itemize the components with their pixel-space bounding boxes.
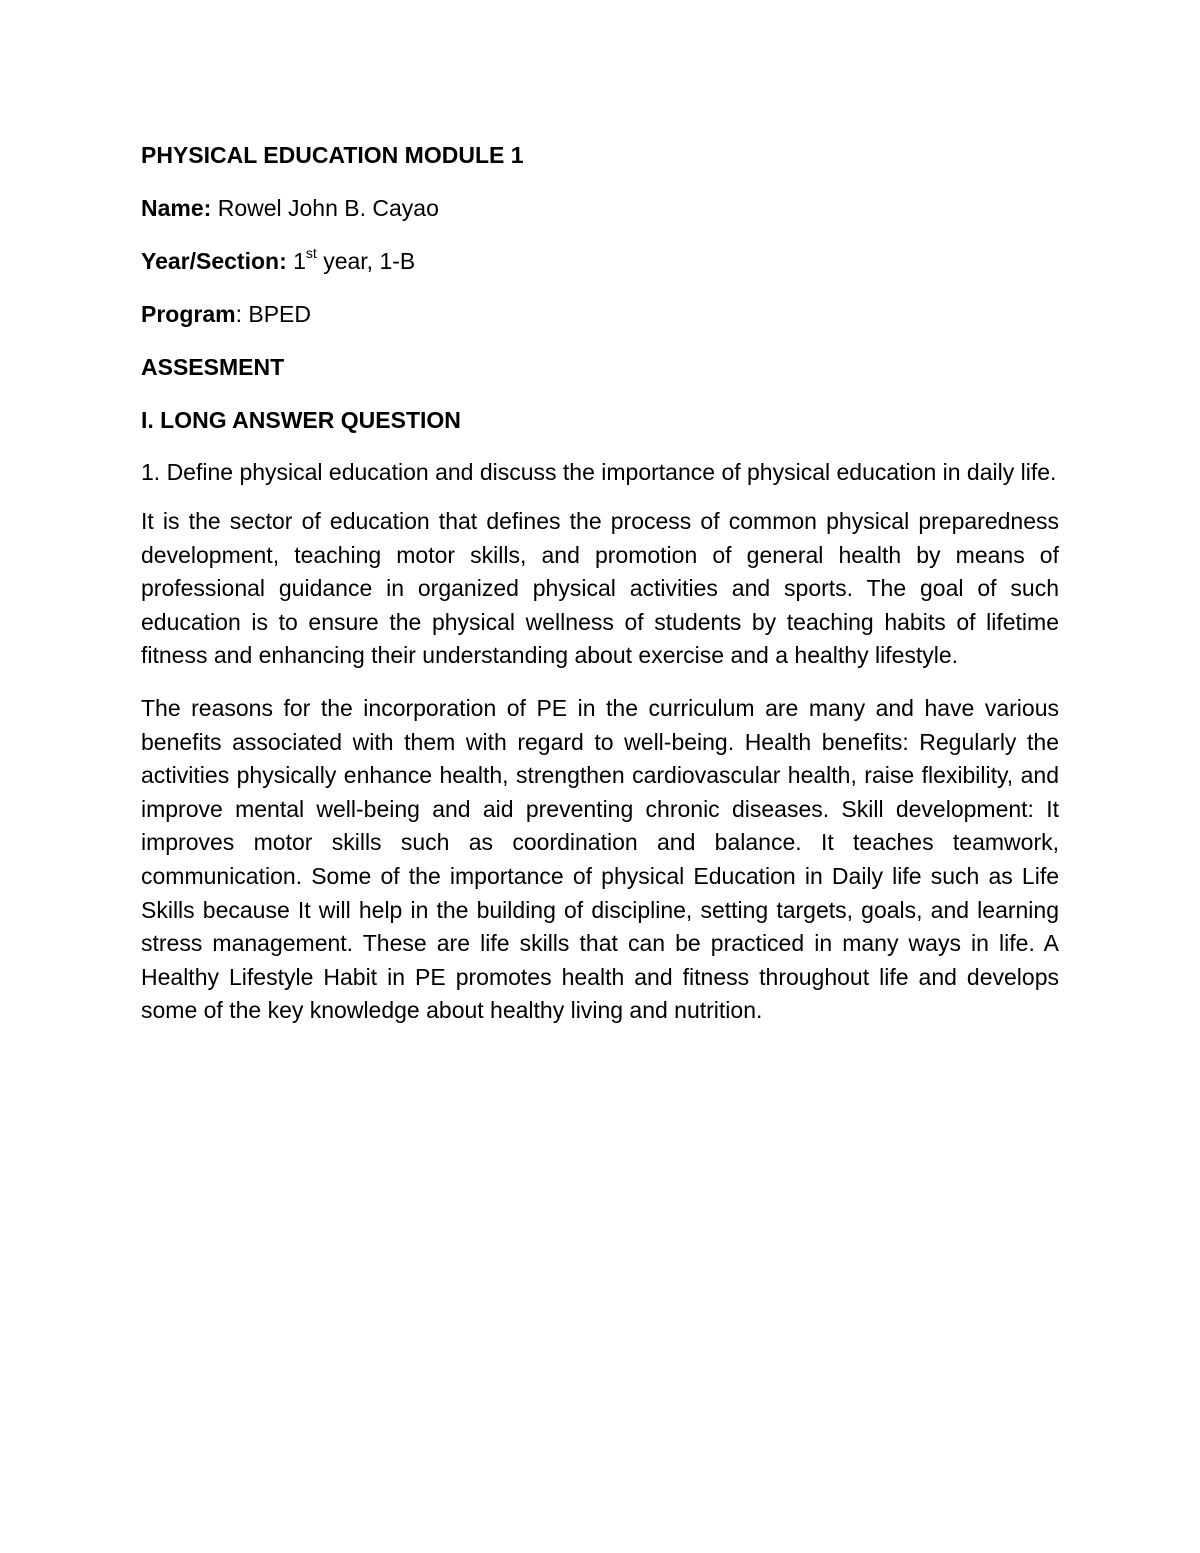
year-section-value-prefix: 1 [286, 248, 306, 274]
program-value: : BPED [235, 301, 312, 327]
answer-paragraph-1: It is the sector of education that defines the process of common physical preparedness development, teaching motor skills, and promotion of general health by means of professional guidance in organized physical activities and sports. The goal of such education is to ensure the physical wellness of students by teaching habits of lifetime fitness and enhancing their understanding about exercise and a healthy lifestyle. [141, 508, 1059, 669]
year-section-value-suffix: year, 1-B [316, 248, 416, 274]
part-heading: I. LONG ANSWER QUESTION [141, 407, 461, 433]
document-title: PHYSICAL EDUCATION MODULE 1 [141, 142, 524, 168]
year-section-label: Year/Section: [141, 248, 287, 274]
year-ordinal-suffix: st [305, 245, 317, 262]
answer-paragraph-2: The reasons for the incorporation of PE in the curriculum are many and have various benefits associated with them with regard to well-being. Health benefits: Regularly the activities physically enhance health, strengthen cardiovascular health, raise flexibility, and improve mental well-being and aid preventing chronic diseases. Skill development: It improves motor skills such as coordination and balance. It teaches teamwork, communication. Some of the importance of physical Education in Daily life such as Life Skills because It will help in the building of discipline, setting targets, goals, and learning stress management. These are life skills that can be practiced in many ways in life. A Healthy Lifestyle Habit in PE promotes health and fitness throughout life and develops some of the key knowledge about healthy living and nutrition. [141, 694, 1059, 1024]
name-field [141, 191, 1059, 225]
question-text: 1. Define physical education and discuss the importance of physical education in daily life. [141, 459, 1057, 485]
document-page [141, 138, 1059, 1047]
program-label: Program [141, 301, 236, 327]
name-label: Name: [141, 195, 212, 221]
year-section-field [141, 244, 1059, 278]
name-value: Rowel John B. Cayao [211, 195, 439, 221]
section-heading: ASSESMENT [141, 354, 285, 380]
program-field [141, 297, 1059, 331]
